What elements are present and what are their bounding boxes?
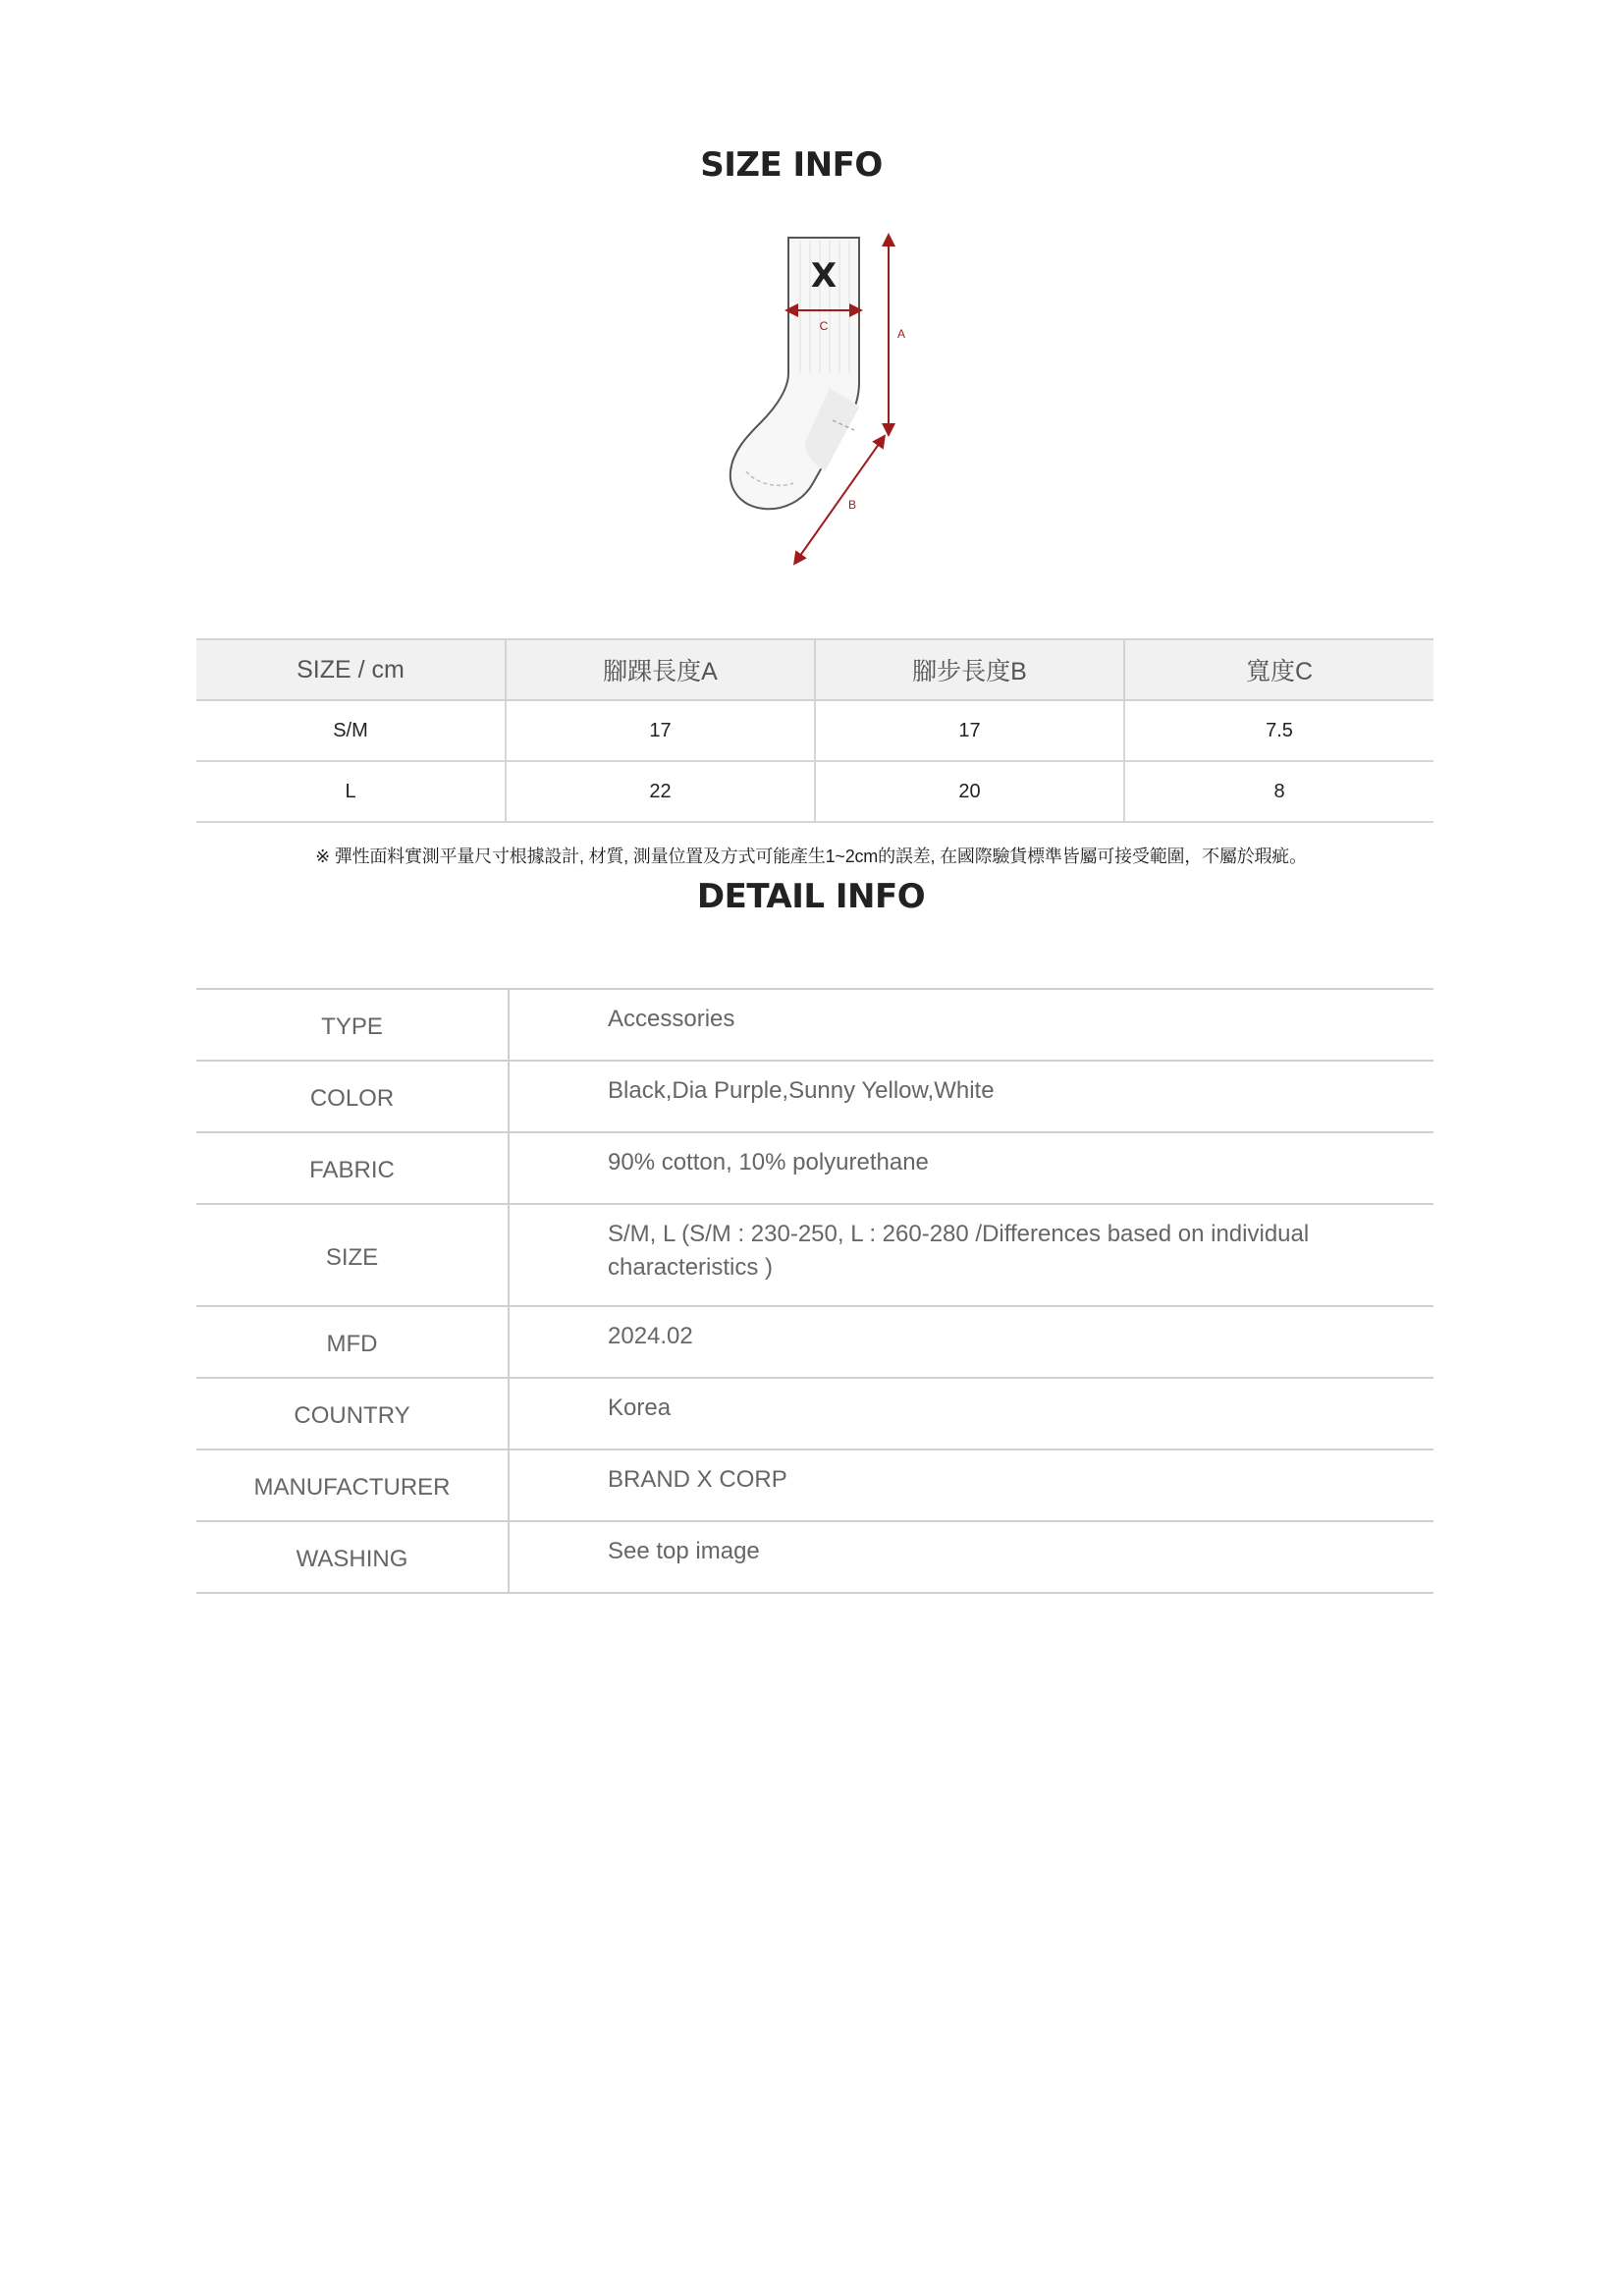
ankle-length-cell: 17 — [506, 700, 815, 761]
sock-size-diagram — [707, 226, 923, 579]
detail-label: SIZE — [196, 1204, 509, 1306]
detail-row-manufacturer — [196, 1449, 1433, 1521]
detail-value: Korea — [608, 1394, 672, 1421]
detail-label: COLOR — [196, 1061, 509, 1132]
label-b: B — [847, 498, 857, 512]
detail-value: Black,Dia Purple,Sunny Yellow,White — [608, 1077, 995, 1104]
table-row — [196, 761, 1433, 822]
size-cell: S/M — [196, 700, 506, 761]
size-table-header — [196, 639, 1433, 700]
detail-row-size — [196, 1204, 1433, 1306]
detail-value: BRAND X CORP — [608, 1466, 787, 1493]
size-cell: L — [196, 761, 506, 822]
label-c: C — [819, 319, 829, 333]
detail-label: COUNTRY — [196, 1378, 509, 1449]
detail-value: 2024.02 — [608, 1323, 693, 1349]
detail-value: 90% cotton, 10% polyurethane — [608, 1149, 929, 1175]
label-a: A — [896, 327, 906, 341]
measurement-note: ※ 彈性面料實測平量尺寸根據設計, 材質, 測量位置及方式可能產生1~2cm的誤差, 在國際驗貨標準皆屬可接受範圍，不屬於瑕疵。 — [315, 847, 1307, 866]
header-size: SIZE / cm — [196, 639, 506, 700]
header-foot-length: 腳步長度B — [815, 639, 1124, 700]
foot-length-cell: 20 — [815, 761, 1124, 822]
sock-logo: X — [810, 256, 838, 296]
table-row — [196, 700, 1433, 761]
detail-row-country — [196, 1378, 1433, 1449]
detail-row-mfd — [196, 1306, 1433, 1378]
header-width: 寬度C — [1124, 639, 1433, 700]
detail-row-fabric — [196, 1132, 1433, 1204]
detail-info-title: DETAIL INFO — [696, 877, 926, 916]
detail-label: WASHING — [196, 1521, 509, 1593]
detail-table — [196, 988, 1433, 1594]
detail-label: FABRIC — [196, 1132, 509, 1204]
width-cell: 7.5 — [1124, 700, 1433, 761]
detail-value: S/M, L (S/M : 230-250, L : 260-280 /Differences based on individual characteristics ) — [608, 1221, 1310, 1281]
detail-row-color — [196, 1061, 1433, 1132]
size-info-title: SIZE INFO — [700, 145, 883, 185]
width-cell: 8 — [1124, 761, 1433, 822]
detail-row-type — [196, 989, 1433, 1061]
detail-label: MANUFACTURER — [196, 1449, 509, 1521]
ankle-length-cell: 22 — [506, 761, 815, 822]
foot-length-cell: 17 — [815, 700, 1124, 761]
header-ankle-length: 腳踝長度A — [506, 639, 815, 700]
detail-label: TYPE — [196, 989, 509, 1061]
detail-row-washing — [196, 1521, 1433, 1593]
size-table — [196, 638, 1433, 823]
detail-value: See top image — [608, 1538, 760, 1564]
detail-value: Accessories — [608, 1006, 735, 1032]
detail-label: MFD — [196, 1306, 509, 1378]
